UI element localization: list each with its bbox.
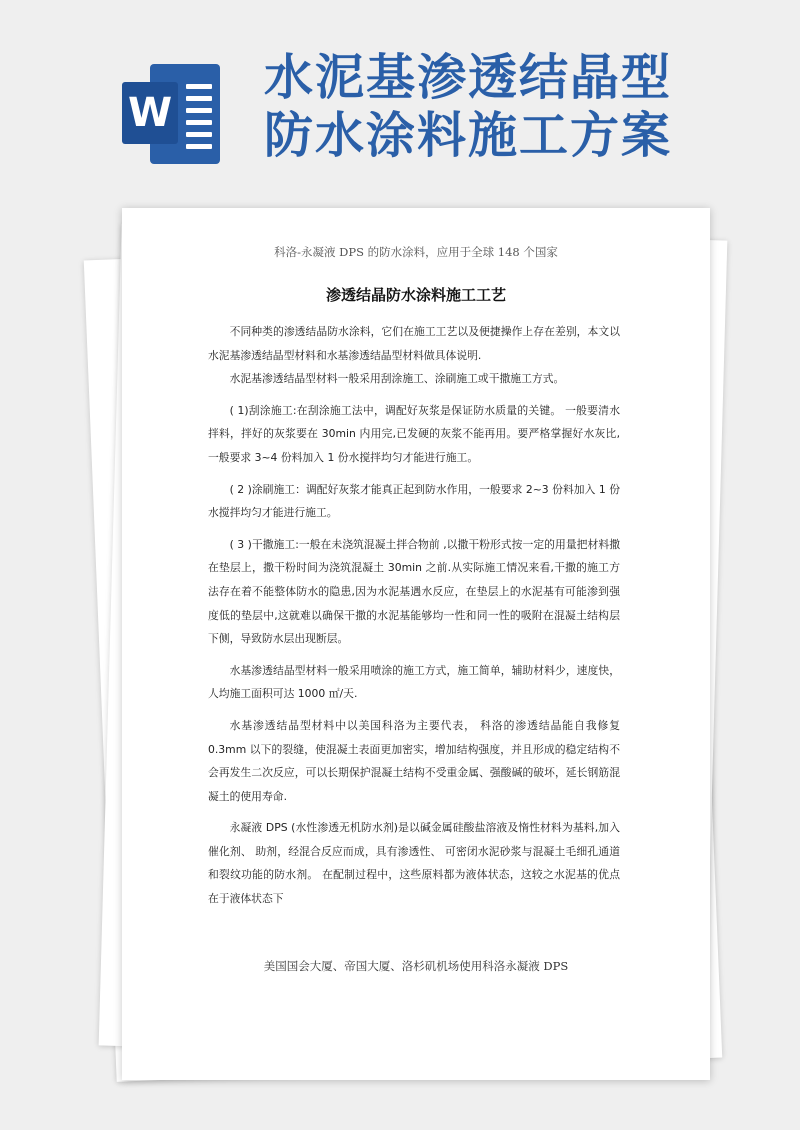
document-body (208, 320, 620, 911)
paragraph: ( 3 )干撒施工:一般在未浇筑混凝土拌合物前 ,以撒干粉形式按一定的用量把材料撒在垫层上，撒干粉时间为浇筑混凝土 30min 之前.从实际施工情况来看,干撒的施工方法存在着不能整体防水的隐患,因为水泥基遇水反应，在垫层上的水泥基有可能渗到强度低的垫层中,这就难以确保干撒的水泥基能够均一性和同一性的吸附在混凝土结构层下侧，导致防水层出现断层。 (208, 537, 620, 646)
document-page (122, 208, 710, 1080)
banner (0, 0, 800, 200)
paragraph: 不同种类的渗透结晶防水涂料，它们在施工工艺以及便捷操作上存在差别，本文以水泥基渗透结晶型材料和水基渗透结晶型材料做具体说明. (208, 325, 620, 362)
banner-title-line-2: 防水涂料施工方案 (264, 107, 673, 164)
paragraph: ( 2 )涂刷施工：调配好灰浆才能真正起到防水作用，一般要求 2~3 份料加入 1 份水搅拌均匀才能进行施工。 (208, 482, 620, 520)
document-title: 渗透结晶防水涂料施工工艺 (325, 286, 506, 304)
banner-title-line-1: 水泥基渗透结晶型 (264, 49, 673, 106)
paragraph: 水泥基渗透结晶型材料一般采用刮涂施工、涂刷施工或干撒施工方式。 (229, 372, 565, 386)
paragraph: 水基渗透结晶型材料一般采用喷涂的施工方式，施工简单，辅助材料少，速度快，人均施工面积可达 1000 ㎡/天. (208, 663, 620, 701)
word-letter-badge: W (122, 82, 178, 144)
word-document-icon (122, 60, 222, 168)
page-header: 科洛-永凝液 DPS 的防水涂料，应用于全球 148 个国家 (274, 245, 558, 259)
paragraph: ( 1)刮涂施工:在刮涂施工法中，调配好灰浆是保证防水质量的关键。 一般要清水拌料，拌好的灰浆要在 30min 内用完,已发硬的灰浆不能再用。要严格掌握好水灰比,一般要求 3~4 份料加入 1 份水搅拌均匀才能进行施工。 (208, 403, 620, 464)
paragraph: 永凝液 DPS (水性渗透无机防水剂)是以碱金属硅酸盐溶液及惰性材料为基料,加入催化剂、 助剂，经混合反应而成，具有渗透性、 可密闭水泥砂浆与混凝土毛细孔通道和裂纹功能的防水剂。 在配制过程中，这些原料都为液体状态，这较之水泥基的优点在于液体状态下 (208, 821, 620, 906)
paragraph: 水基渗透结晶型材料中以美国科洛为主要代表， 科洛的渗透结晶能自我修复 0.3mm 以下的裂缝，使混凝土表面更加密实，增加结构强度，并且形成的稳定结构不会再发生二次反应，可以长期保护混凝土结构不受重金属、强酸碱的破坏，延长钢筋混凝土的使用寿命. (208, 718, 620, 803)
page-footer: 美国国会大厦、帝国大厦、洛杉矶机场使用科洛永凝液 DPS (263, 959, 569, 973)
